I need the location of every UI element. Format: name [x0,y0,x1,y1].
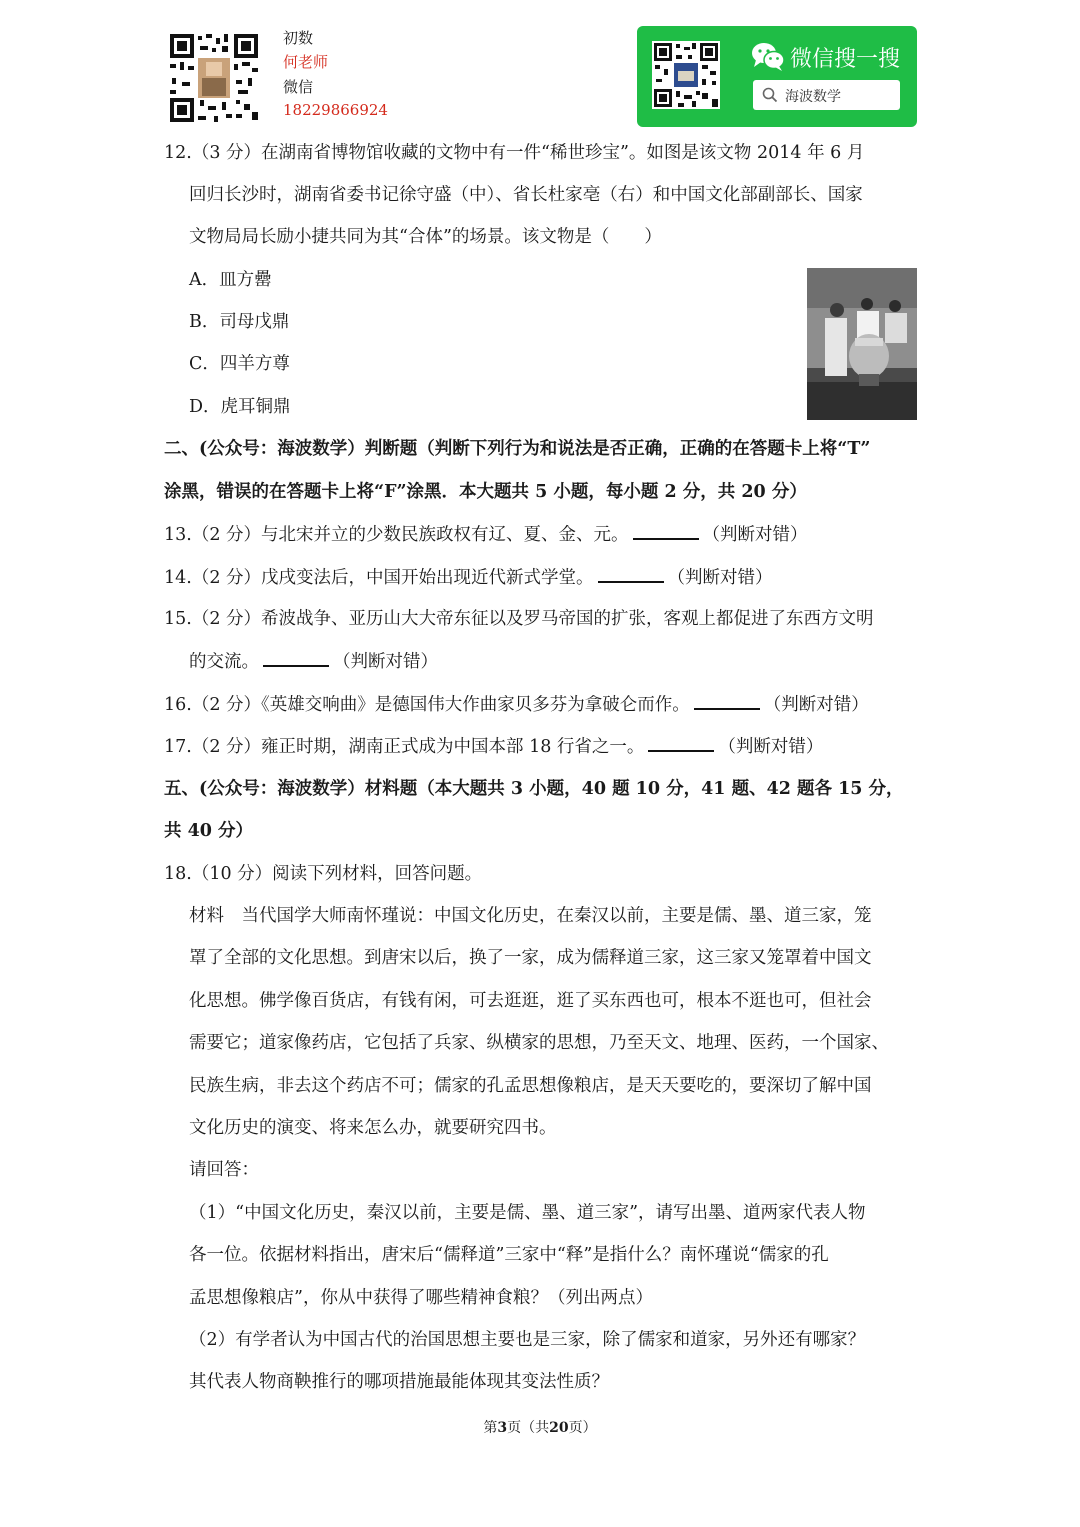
q18-material-line-5: 民族生病，非去这个药店不可；儒家的孔孟思想像粮店，是天天要吃的，要深切了解中国 [189,1076,872,1096]
contact-line-3: 微信 [283,78,314,96]
wechat-logo-icon [750,40,786,72]
footer-prefix: 第 [483,1420,498,1436]
q18-sub1-line-3: 孟思想像粮店”，你从中获得了哪些精神食粮？（列出两点） [189,1288,653,1308]
q17-text: 17.（2 分）雍正时期，湖南正式成为中国本部 18 行省之一。 [164,737,645,757]
q12-option-b: B．司母戊鼎 [189,312,290,332]
q18-title: 18.（10 分）阅读下列材料，回答问题。 [164,864,483,884]
section2-heading-line-1: 二、(公众号：海波数学）判断题（判断下列行为和说法是否正确，正确的在答题卡上将“T” [164,439,871,459]
q16 [164,692,869,717]
q12-line-2: 回归长沙时，湖南省委书记徐守盛（中）、省长杜家亳（右）和中国文化部副部长、国家 [189,185,863,205]
wechat-search-title: 微信搜一搜 [790,47,901,72]
qr-code-left [168,32,260,124]
q18-material-line-3: 化思想。佛学像百货店，有钱有闲，可去逛逛，逛了买东西也可，根本不逛也可，但社会 [189,991,872,1011]
q18-sub1-line-2: 各一位。依据材料指出，唐宋后“儒释道”三家中“释”是指什么？南怀瑾说“儒家的孔 [189,1245,829,1265]
search-icon [762,87,778,103]
wechat-search-text: 海波数学 [785,89,841,105]
q12-option-d: D．虎耳铜鼎 [189,397,291,417]
q17-answer-blank[interactable] [648,734,714,752]
artifact-photo [807,268,917,420]
q15-answer-blank[interactable] [263,649,329,667]
q13-answer-blank[interactable] [633,522,699,540]
page-footer [0,1417,1080,1437]
section2-heading-line-2: 涂黑，错误的在答题卡上将“F”涂黑．本大题共 5 小题，每小题 2 分，共 20 分） [164,482,807,502]
q16-suffix: （判断对错） [763,695,869,715]
footer-middle: 页（共 [507,1420,550,1436]
contact-teacher-name: 何老师 [283,53,329,71]
q18-prompt: 请回答： [189,1160,259,1180]
q15-suffix: （判断对错） [333,652,438,672]
q14-text: 14.（2 分）戊戌变法后，中国开始出现近代新式学堂。 [164,568,594,588]
q16-text: 16.（2 分）《英雄交响曲》是德国伟大作曲家贝多芬为拿破仑而作。 [164,695,690,715]
footer-suffix: 页） [568,1420,597,1436]
q17 [164,734,823,759]
q14 [164,565,773,590]
qr-code-right [652,41,720,109]
q18-material-line-4: 需要它；道家像药店，它包括了兵家、纵横家的思想，乃至天文、地理、医药，一个国家、 [189,1033,889,1053]
q18-sub1-line-1: （1）“中国文化历史，秦汉以前，主要是儒、墨、道三家”，请写出墨、道两家代表人物 [189,1203,866,1223]
page-total: 20 [549,1420,569,1436]
q18-sub2-line-1: （2）有学者认为中国古代的治国思想主要也是三家，除了儒家和道家，另外还有哪家？ [189,1330,866,1350]
q16-answer-blank[interactable] [694,692,760,710]
q12-option-a: A．皿方罍 [189,270,272,290]
q12-option-c: C．四羊方尊 [189,354,290,374]
q13-text: 13.（2 分）与北宋并立的少数民族政权有辽、夏、金、元。 [164,525,629,545]
section5-heading-line-1: 五、(公众号：海波数学）材料题（本大题共 3 小题，40 题 10 分，41 题、42 题各 15 分， [164,779,904,799]
section5-heading-line-2: 共 40 分） [164,821,254,841]
q18-sub2-line-2: 其代表人物商鞅推行的哪项措施最能体现其变法性质？ [189,1372,609,1392]
contact-line-1: 初数 [283,29,314,47]
q14-suffix: （判断对错） [667,568,773,588]
q18-material-line-2: 罩了全部的文化思想。到唐宋以后，换了一家，成为儒释道三家，这三家又笼罩着中国文 [189,948,872,968]
q18-material-line-6: 文化历史的演变、将来怎么办，就要研究四书。 [189,1118,557,1138]
q13-suffix: （判断对错） [702,525,808,545]
q14-answer-blank[interactable] [598,565,664,583]
q17-suffix: （判断对错） [718,737,824,757]
q12-line-3: 文物局局长励小捷共同为其“合体”的场景。该文物是（ ） [189,227,662,247]
q12-line-1: 12.（3 分）在湖南省博物馆收藏的文物中有一件“稀世珍宝”。如图是该文物 2014 年 6 月 [164,143,865,163]
q18-material-line-1: 材料 当代国学大师南怀瑾说：中国文化历史，在秦汉以前，主要是儒、墨、道三家，笼 [189,906,872,926]
page-number: 3 [497,1420,508,1436]
q15-line-2 [189,649,438,674]
q13 [164,522,808,547]
contact-phone: 18229866924 [283,101,388,119]
q15-line-1: 15.（2 分）希波战争、亚历山大大帝东征以及罗马帝国的扩张，客观上都促进了东西方文明 [164,609,874,629]
q15-text: 的交流。 [189,652,259,672]
